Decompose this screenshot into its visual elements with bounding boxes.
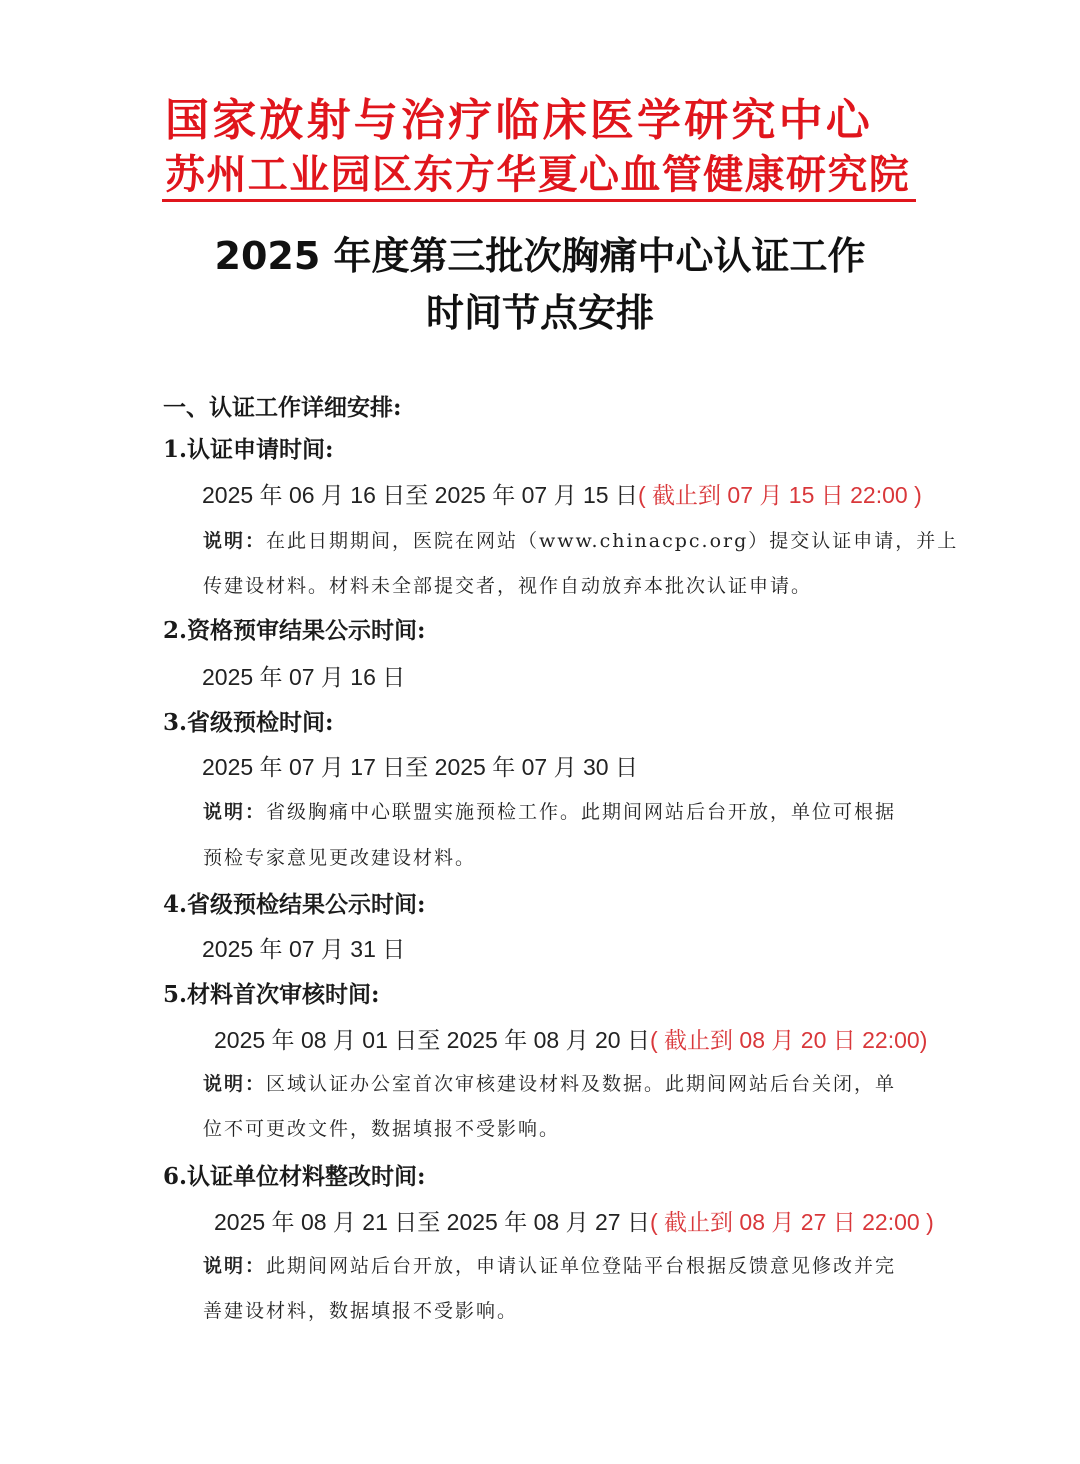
note-label: 说明： [203,1073,267,1095]
item-note-cont: 善建设材料，数据填报不受影响。 [203,1300,519,1322]
note-text: 在此日期期间，医院在网站（www.chinacpc.org）提交认证申请，并上 [266,530,959,552]
deadline: ( 截止到 07 月 15 日 22:00 ) [637,482,922,508]
date-range: 2025 年 07 月 17 日至 2025 年 07 月 30 日 [202,754,638,780]
item-note [203,797,896,824]
item-note-cont: 预检专家意见更改建设材料。 [203,847,477,869]
note-text: 省级胸痛中心联盟实施预检工作。此期间网站后台开放，单位可根据 [266,801,897,823]
item-heading: 1.认证申请时间: [163,436,334,463]
item-heading: 3.省级预检时间: [163,709,334,736]
header-institution-1: 国家放射与治疗临床医学研究中心 [165,95,873,146]
item-note-cont: 传建设材料。材料未全部提交者，视作自动放弃本批次认证申请。 [203,575,813,597]
item-note [203,1069,896,1096]
item-note-cont: 位不可更改文件，数据填报不受影响。 [203,1118,561,1140]
note-label: 说明： [203,530,267,552]
item-date [214,1204,934,1237]
item-heading: 4.省级预检结果公示时间: [163,891,426,918]
note-label: 说明： [203,1255,267,1277]
date: 2025 年 07 月 16 日 [202,664,406,690]
section-heading: 一、认证工作详细安排: [163,394,402,421]
item-date [202,749,638,782]
header-institution-2: 苏州工业园区东方华夏心血管健康研究院 [165,151,911,198]
note-text: 区域认证办公室首次审核建设材料及数据。此期间网站后台关闭，单 [266,1073,897,1095]
date-range: 2025 年 08 月 01 日至 2025 年 08 月 20 日 [214,1027,650,1053]
date: 2025 年 07 月 31 日 [202,936,406,962]
item-heading: 5.材料首次审核时间: [163,981,380,1008]
item-note [203,1251,896,1278]
deadline: ( 截止到 08 月 20 日 22:00) [649,1027,928,1053]
item-date [202,659,405,692]
page-title-line-1: 2025 年度第三批次胸痛中心认证工作 [214,234,866,278]
note-text: 此期间网站后台开放，申请认证单位登陆平台根据反馈意见修改并完 [266,1255,897,1277]
item-heading: 6.认证单位材料整改时间: [163,1163,426,1190]
item-date [202,477,922,510]
page-title-line-2: 时间节点安排 [425,291,654,335]
date-range: 2025 年 08 月 21 日至 2025 年 08 月 27 日 [214,1209,650,1235]
item-date [214,1022,927,1055]
note-label: 说明： [203,801,267,823]
item-date [202,931,405,964]
item-heading: 2.资格预审结果公示时间: [163,617,426,644]
header-divider [162,199,916,202]
date-range: 2025 年 06 月 16 日至 2025 年 07 月 15 日 [202,482,638,508]
item-note [203,526,958,553]
deadline: ( 截止到 08 月 27 日 22:00 ) [649,1209,934,1235]
